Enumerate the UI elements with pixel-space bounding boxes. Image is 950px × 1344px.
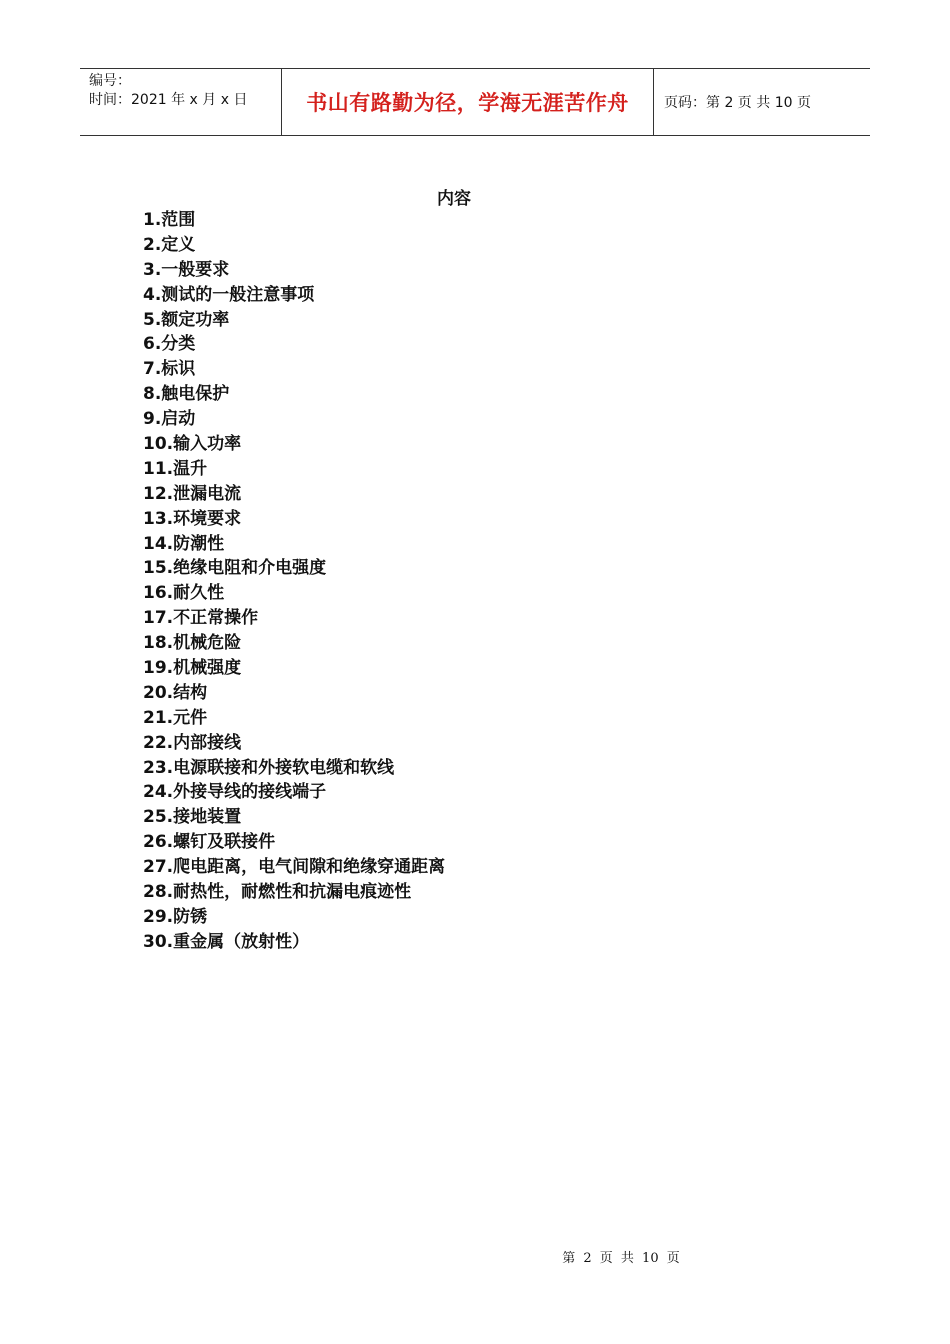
header-motto-cell [281,69,654,135]
toc-item: 29.防锈 [143,906,208,927]
toc-item: 23.电源联接和外接软电缆和软线 [143,757,395,778]
toc-item: 16.耐久性 [143,583,225,604]
toc-item: 21.元件 [143,707,208,728]
toc-item: 4.测试的一般注意事项 [143,284,315,305]
toc-item: 14.防潮性 [143,533,225,554]
toc-item: 26.螺钉及联接件 [143,832,276,853]
toc-item: 17.不正常操作 [143,608,259,629]
toc-item: 2.定义 [143,234,196,255]
toc-item: 15.绝缘电阻和介电强度 [143,558,327,579]
toc-item: 12.泄漏电流 [143,483,242,504]
toc-item: 13.环境要求 [143,508,242,529]
toc-item: 30.重金属（放射性） [143,931,310,952]
toc-item: 20.结构 [143,682,208,703]
toc-item: 27.爬电距离，电气间隙和绝缘穿通距离 [143,857,446,878]
header-page-info: 页码：第 2 页 共 10 页 [664,95,811,111]
toc-item: 28.耐热性，耐燃性和抗漏电痕迹性 [143,882,412,903]
header-page-cell [654,69,870,135]
toc-item: 3.一般要求 [143,259,230,280]
table-of-contents [143,208,445,955]
toc-item: 11.温升 [143,458,208,479]
header-meta-cell [80,69,281,135]
header-motto: 书山有路勤为径，学海无涯苦作舟 [306,91,629,115]
document-date-label: 时间：2021 年 x 月 x 日 [89,92,248,108]
toc-item: 25.接地装置 [143,807,242,828]
toc-title: 内容 [437,189,471,209]
toc-item: 1.范围 [143,210,196,230]
toc-item: 8.触电保护 [143,384,230,405]
toc-item: 18.机械危险 [143,633,242,654]
toc-item: 19.机械强度 [143,658,242,679]
toc-item: 24.外接导线的接线端子 [143,782,327,803]
page-footer: 第 2 页 共 10 页 [562,1251,680,1266]
toc-item: 10.输入功率 [143,434,242,455]
toc-item: 5.额定功率 [143,309,230,330]
page-header [80,68,870,136]
toc-item: 9.启动 [143,409,196,430]
toc-item: 6.分类 [143,334,196,355]
document-number-label: 编号： [89,73,131,89]
toc-item: 22.内部接线 [143,732,242,753]
toc-item: 7.标识 [143,359,196,380]
